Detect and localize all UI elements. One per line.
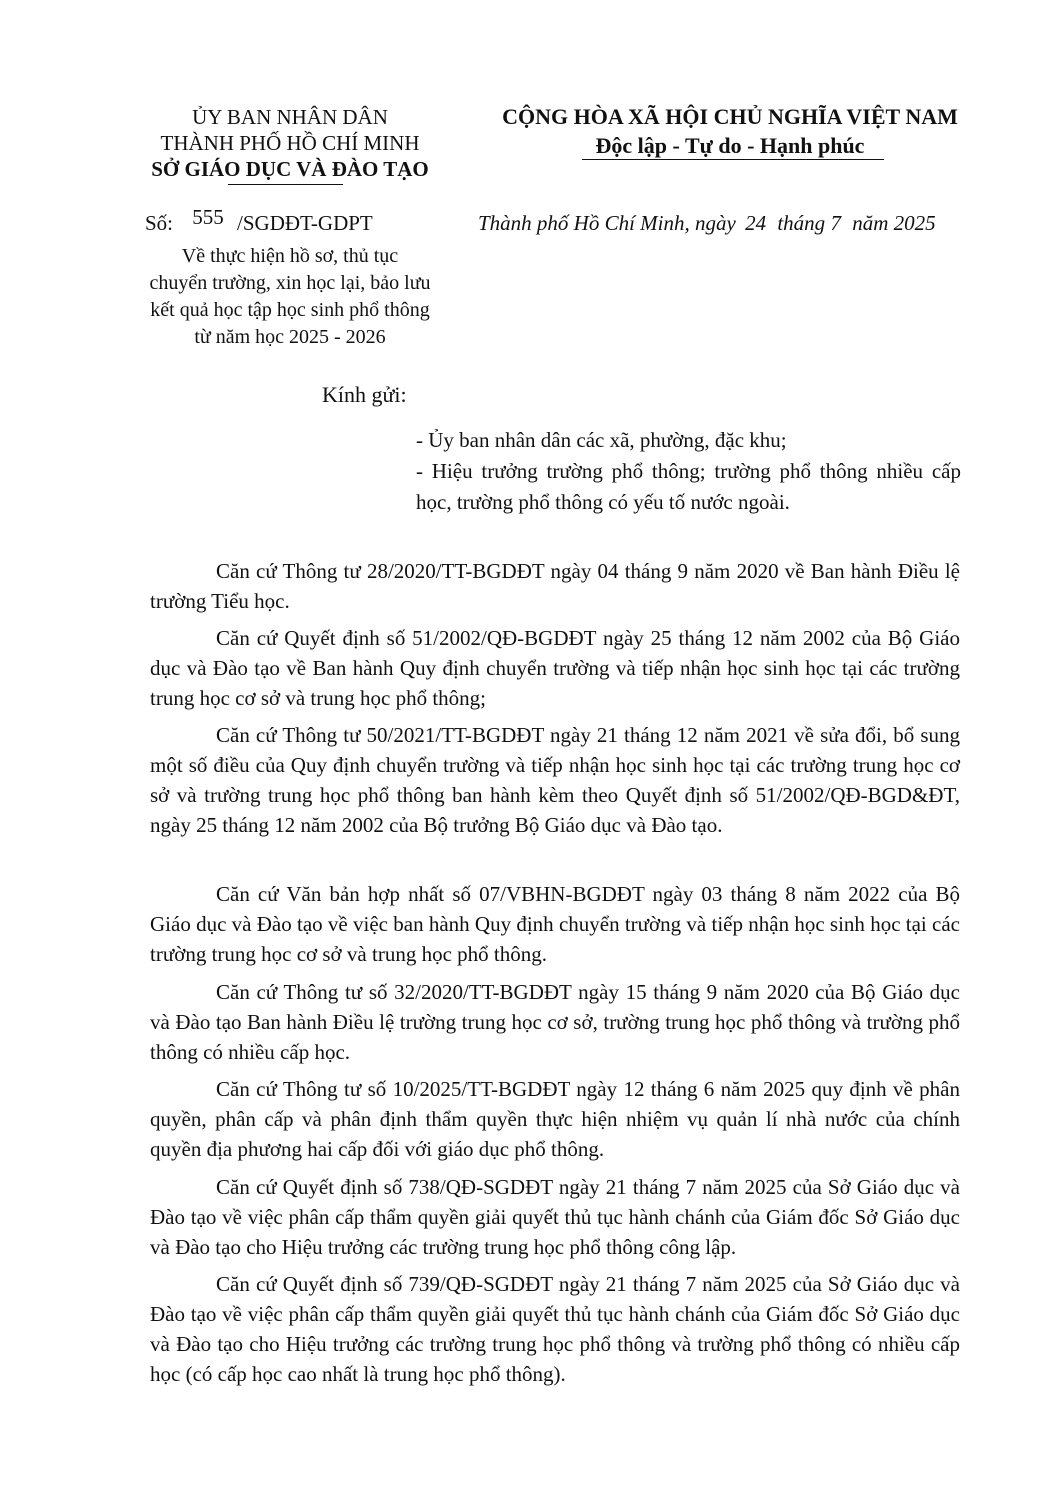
motto-line: Độc lập - Tự do - Hạnh phúc	[595, 133, 865, 158]
legal-basis-paragraph: Căn cứ Thông tư 50/2021/TT-BGDĐT ngày 21 tháng 12 năm 2021 về sửa đổi, bổ sung một số điều của Quy định chuyển trường và tiếp nhận học sinh học tại các trường trung học cơ sở và trường trung học phổ thông ban hành kèm theo Quyết định số 51/2002/QĐ-BGD&ĐT, ngày 25 tháng 12 năm 2002 của Bộ trưởng Bộ Giáo dục và Đào tạo.	[150, 723, 960, 837]
document-number	[145, 205, 475, 236]
motto-underline	[582, 159, 884, 160]
authority-department: SỞ GIÁO DỤC VÀ ĐÀO TẠO	[151, 157, 429, 181]
date-line	[478, 210, 998, 236]
subject-line-2: chuyển trường, xin học lại, bảo lưu	[149, 272, 431, 294]
authority-line-2: THÀNH PHỐ HỒ CHÍ MINH	[160, 131, 420, 155]
doc-number-suffix: /SGDĐT-GDPT	[237, 211, 373, 235]
national-motto	[470, 102, 990, 160]
legal-basis-paragraph: Căn cứ Thông tư số 32/2020/TT-BGDĐT ngày 15 tháng 9 năm 2020 của Bộ Giáo dục và Đào tạo Ban hành Điều lệ trường trung học cơ sở, trường trung học phổ thông và trường phổ thông có nhiều cấp học.	[150, 980, 960, 1064]
legal-basis-paragraph: Căn cứ Quyết định số 738/QĐ-SGDĐT ngày 21 tháng 7 năm 2025 của Sở Giáo dục và Đào tạo về việc phân cấp thẩm quyền giải quyết thủ tục hành chánh của Giám đốc Sở Giáo dục và Đào tạo cho Hiệu trưởng các trường trung học phổ thông công lập.	[150, 1175, 960, 1259]
recipient-item: - Ủy ban nhân dân các xã, phường, đặc khu;	[416, 428, 787, 452]
issuing-authority	[110, 104, 470, 182]
doc-number-value: 555	[192, 205, 224, 229]
recipient-list	[416, 425, 961, 518]
salutation: Kính gửi:	[322, 382, 407, 407]
doc-number-prefix: Số:	[145, 211, 174, 235]
authority-underline	[228, 184, 343, 185]
date-day: 24	[745, 211, 767, 235]
authority-line-1: ỦY BAN NHÂN DÂN	[192, 105, 388, 129]
document-subject	[110, 243, 470, 351]
legal-basis-paragraph: Căn cứ Thông tư 28/2020/TT-BGDĐT ngày 04 tháng 9 năm 2020 về Ban hành Điều lệ trường Tiểu học.	[150, 559, 960, 613]
date-year: 2025	[893, 211, 936, 235]
legal-basis-paragraph: Căn cứ Thông tư số 10/2025/TT-BGDĐT ngày 12 tháng 6 năm 2025 quy định về phân quyền, phân cấp và phân định thẩm quyền thực hiện nhiệm vụ quản lí nhà nước của chính quyền địa phương hai cấp đối với giáo dục phổ thông.	[150, 1077, 960, 1161]
legal-basis-paragraph: Căn cứ Quyết định số 739/QĐ-SGDĐT ngày 21 tháng 7 năm 2025 của Sở Giáo dục và Đào tạo về việc phân cấp thẩm quyền giải quyết thủ tục hành chánh của Giám đốc Sở Giáo dục và Đào tạo cho Hiệu trưởng các trường trung học phổ thông và trường phổ thông có nhiều cấp học (có cấp học cao nhất là trung học phổ thông).	[150, 1272, 960, 1386]
country-name: CỘNG HÒA XÃ HỘI CHỦ NGHĨA VIỆT NAM	[502, 104, 958, 129]
date-year-label: năm	[852, 211, 889, 235]
date-month-label: tháng	[777, 211, 826, 235]
legal-basis-paragraph: Căn cứ Văn bản hợp nhất số 07/VBHN-BGDĐT ngày 03 tháng 8 năm 2022 của Bộ Giáo dục và Đào tạo về việc ban hành Quy định chuyển trường và tiếp nhận học sinh học tại các trường trung học cơ sở và trung học phổ thông.	[150, 882, 960, 966]
date-place: Thành phố Hồ Chí Minh, ngày	[478, 211, 736, 235]
legal-basis-paragraph: Căn cứ Quyết định số 51/2002/QĐ-BGDĐT ngày 25 tháng 12 năm 2002 của Bộ Giáo dục và Đào tạo về Ban hành Quy định chuyển trường và tiếp nhận học sinh học tại các trường trung học cơ sở và trung học phổ thông;	[150, 626, 960, 710]
subject-line-1: Về thực hiện hồ sơ, thủ tục	[181, 245, 399, 267]
recipient-item: - Hiệu trưởng trường phổ thông; trường phổ thông nhiều cấp học, trường phổ thông có yếu tố nước ngoài.	[416, 459, 961, 514]
subject-line-4: từ năm học 2025 - 2026	[194, 326, 386, 348]
date-month: 7	[830, 211, 841, 235]
subject-line-3: kết quả học tập học sinh phổ thông	[150, 299, 430, 321]
